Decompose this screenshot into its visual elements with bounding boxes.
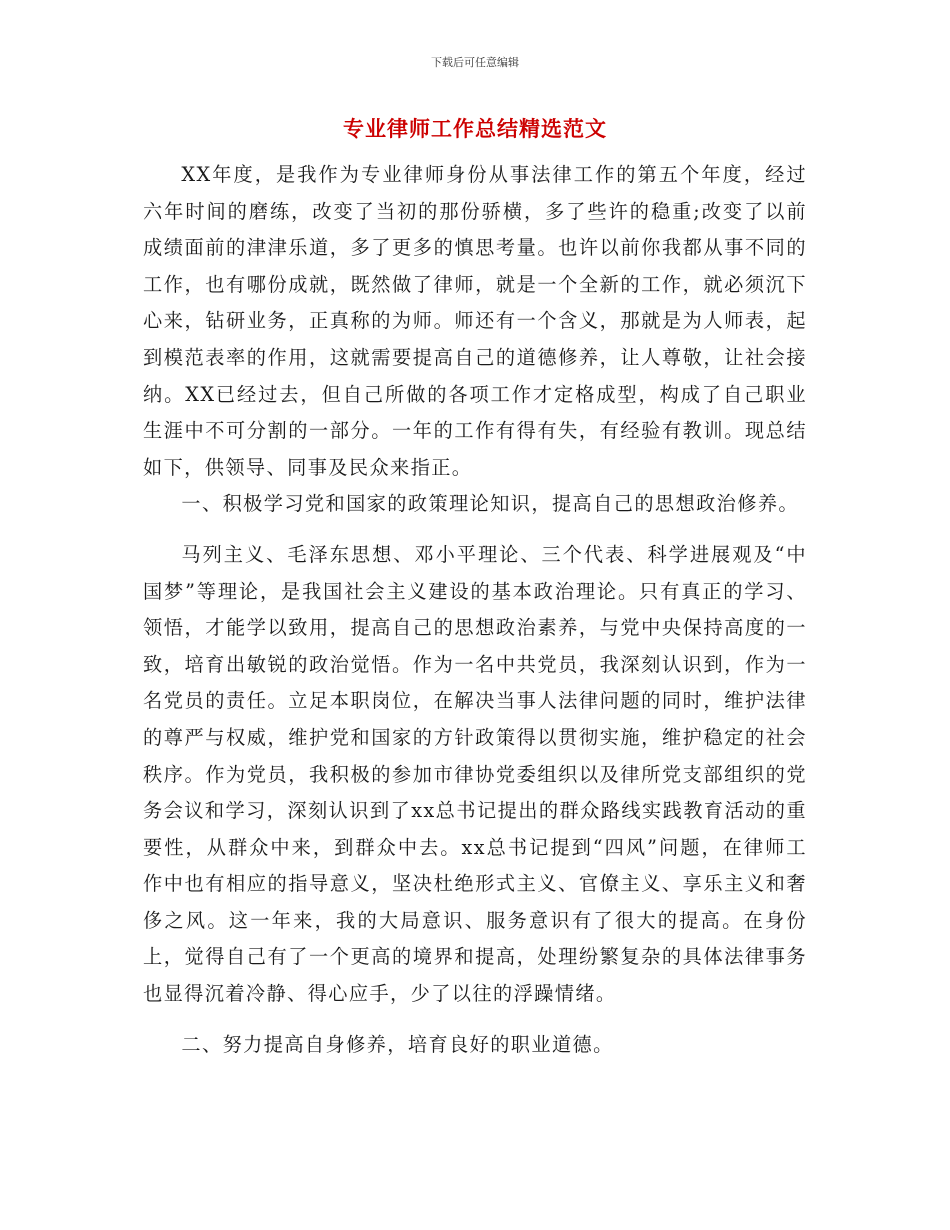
header-note: 下载后可任意编辑	[431, 56, 519, 69]
paragraph-section-1: 马列主义、毛泽东思想、邓小平理论、三个代表、科学进展观及“中国梦”等理论，是我国社会主义建设的基本政治理论。只有真正的学习、领悟，才能学以致用，提高自己的思想政治素养，与党中央保持高度的一致，培育出敏锐的政治觉悟。作为一名中共党员，我深刻认识到，作为一名党员的责任。立足本职岗位，在解决当事人法律问题的同时，维护法律的尊严与权威，维护党和国家的方针政策得以贯彻实施，维护稳定的社会秩序。作为党员，我积极的参加市律协党委组织以及律所党支部组织的党务会议和学习，深刻认识到了xx总书记提出的群众路线实践教育活动的重要性，从群众中来，到群众中去。xx总书记提到“四风”问题，在律师工作中也有相应的指导意义，坚决杜绝形式主义、官僚主义、享乐主义和奢侈之风。这一年来，我的大局意识、服务意识有了很大的提高。在身份上，觉得自己有了一个更高的境界和提高，处理纷繁复杂的具体法律事务也显得沉着冷静、得心应手，少了以往的浮躁情绪。	[143, 542, 807, 1006]
page-title: 专业律师工作总结精选范文	[343, 117, 607, 141]
section-heading-2: 二、努力提高自身修养，培育良好的职业道德。	[181, 1032, 614, 1056]
section-heading-1: 一、积极学习党和国家的政策理论知识，提高自己的思想政治修养。	[181, 492, 800, 516]
document-body	[143, 157, 807, 1063]
paragraph-intro: XX年度，是我作为专业律师身份从事法律工作的第五个年度，经过六年时间的磨练，改变了当初的那份骄横，多了些许的稳重;改变了以前成绩面前的津津乐道，多了更多的慎思考量。也许以前你我都从事不同的工作，也有哪份成就，既然做了律师，就是一个全新的工作，就必须沉下心来，钻研业务，正真称的为师。师还有一个含义，那就是为人师表，起到模范表率的作用，这就需要提高自己的道德修养，让人尊敬，让社会接纳。XX已经过去，但自己所做的各项工作才定格成型，构成了自己职业生涯中不可分割的一部分。一年的工作有得有失，有经验有教训。现总结如下，供领导、同事及民众来指正。	[143, 163, 807, 479]
